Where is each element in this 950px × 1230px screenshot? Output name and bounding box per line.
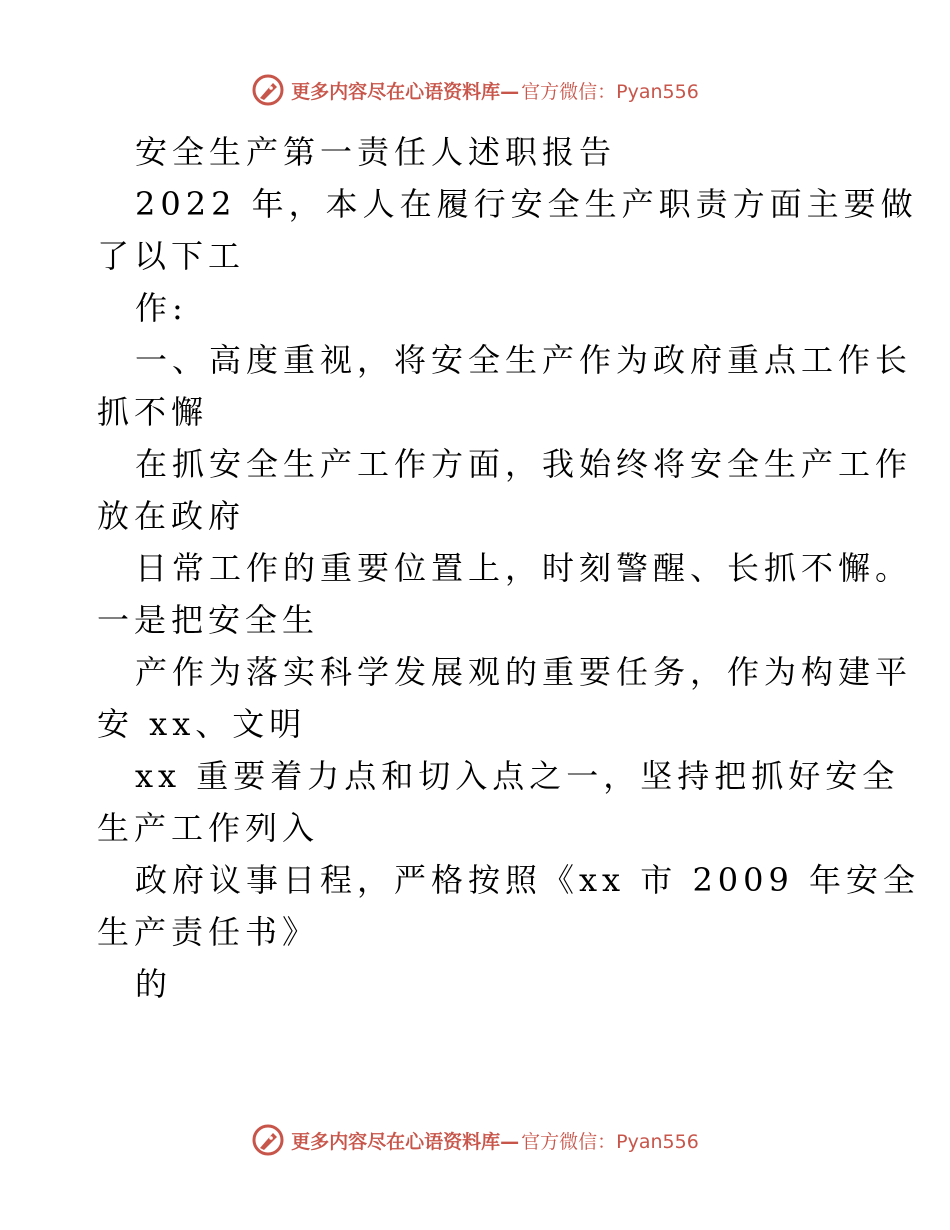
document-line: 了以下工 (97, 237, 246, 275)
document-line: 产作为落实科学发展观的重要任务，作为构建平 (135, 653, 913, 691)
document-line: 2022 年，本人在履行安全生产职责方面主要做 (135, 185, 918, 223)
footer-banner (0, 1120, 950, 1160)
pen-nib-circle-logo-icon (251, 73, 285, 107)
document-line: 日常工作的重要位置上，时刻警醒、长抓不懈。 (135, 549, 913, 587)
banner-wechat-text: 官方微信：Pyan556 (521, 80, 699, 103)
document-line: 生产责任书》 (97, 913, 320, 951)
document-line: 放在政府 (97, 497, 246, 535)
header-banner (0, 70, 950, 110)
banner-text (291, 1127, 699, 1154)
document-line: 一是把安全生 (97, 601, 320, 639)
document-line: 安 xx、文明 (97, 705, 307, 743)
document-line: 生产工作列入 (97, 809, 320, 847)
document-line: 作: (135, 289, 188, 327)
document-line: 一、高度重视，将安全生产作为政府重点工作长 (135, 341, 913, 379)
document-line: 的 (135, 965, 173, 1003)
document-line: 安全生产第一责任人述职报告 (135, 133, 617, 171)
document-line: 抓不懈 (97, 393, 209, 431)
document-line: 政府议事日程，严格按照《xx 市 2009 年安全 (135, 861, 921, 899)
document-body (97, 126, 921, 1010)
banner-library-text: 更多内容尽在心语资料库— (291, 1130, 520, 1153)
banner-text (291, 77, 699, 104)
document-line: 在抓安全生产工作方面，我始终将安全生产工作 (135, 445, 913, 483)
document-line: xx 重要着力点和切入点之一，坚持把抓好安全 (135, 757, 900, 795)
banner-wechat-text: 官方微信：Pyan556 (521, 1130, 699, 1153)
banner-library-text: 更多内容尽在心语资料库— (291, 80, 520, 103)
pen-nib-circle-logo-icon (251, 1123, 285, 1157)
